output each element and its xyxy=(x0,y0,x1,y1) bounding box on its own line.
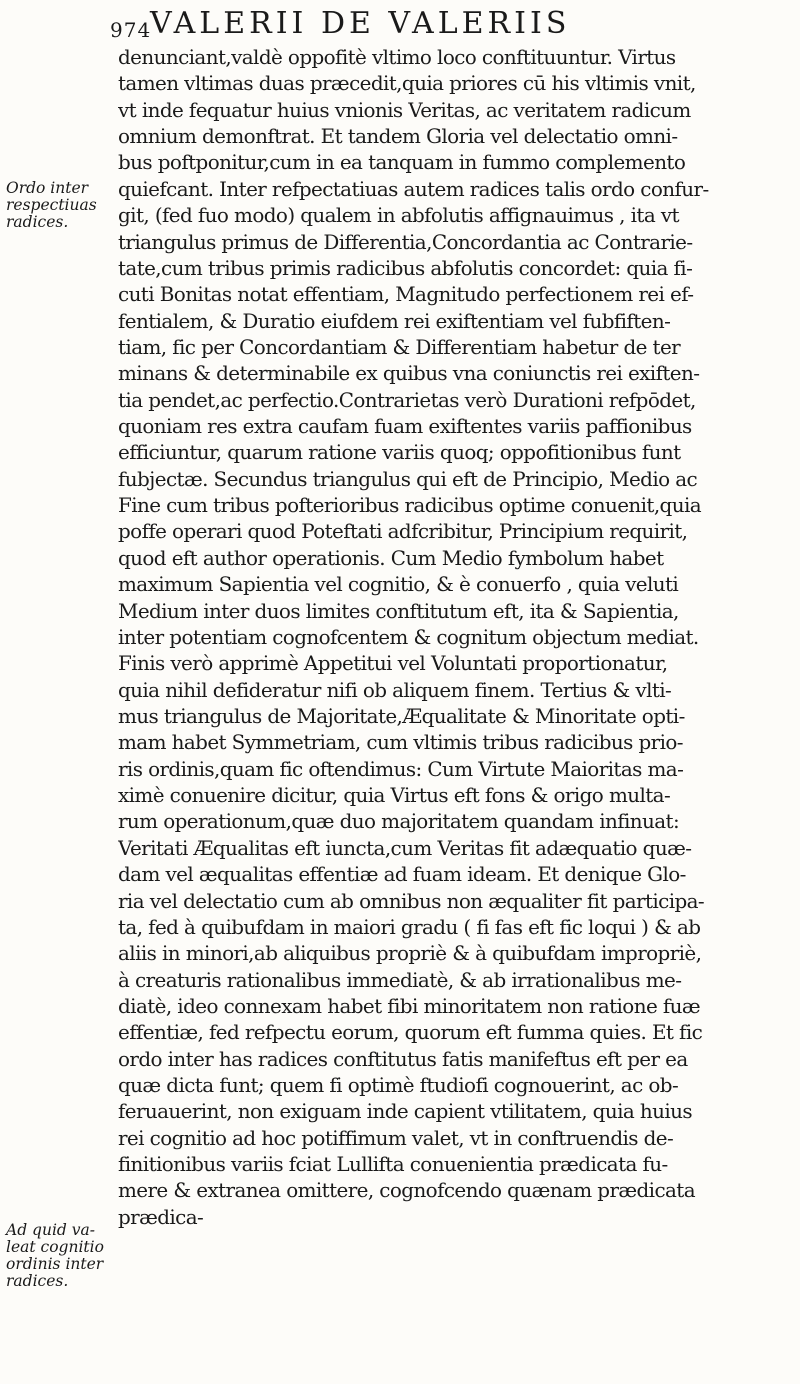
text-line: git, (fed fuo modo) qualem in abfolutis affignauimus , ita vt xyxy=(118,203,679,228)
text-line: quiefcant. Inter refpectatiuas autem radices talis ordo confur- xyxy=(118,176,709,201)
text-line: dam vel æqualitas effentiæ ad fuam ideam. Et denique Glo- xyxy=(118,862,686,887)
text-line: quia nihil defideratur nifi ob aliquem finem. Tertius & vlti- xyxy=(118,677,672,702)
text-line: omnium demonftrat. Et tandem Gloria vel delectatio omni- xyxy=(118,124,678,149)
text-line: tia pendet,ac perfectio.Contrarietas verò Durationi refpōdet, xyxy=(118,387,696,412)
text-line: ta, fed à quibufdam in maiori gradu ( fi fas eft fic loqui ) & ab xyxy=(118,914,701,939)
text-line: Veritati Æqualitas eft iuncta,cum Veritas fit adæquatio quæ- xyxy=(118,835,692,860)
margin-note-line: radices. xyxy=(6,1272,69,1290)
text-line: diatè, ideo connexam habet fibi minoritatem non ratione fuæ xyxy=(118,993,701,1018)
margin-note-line: radices. xyxy=(6,213,69,231)
text-line: bus poftponitur,cum in ea tanquam in fummo complemento xyxy=(118,150,686,175)
text-line: maximum Sapientia vel cognitio, & è conuerfo , quia veluti xyxy=(118,572,679,597)
text-line: efficiuntur, quarum ratione variis quoq; oppofitionibus funt xyxy=(118,440,681,465)
text-line: ordo inter has radices conftitutus fatis manifeftus eft per ea xyxy=(118,1046,688,1071)
margin-note-ad-quid xyxy=(6,1222,116,1290)
margin-note-line: Ad quid va- xyxy=(6,1221,95,1239)
text-line: à creaturis rationalibus immediatè, & ab irrationalibus me- xyxy=(118,967,682,992)
margin-note-line: respectiuas xyxy=(6,196,97,214)
text-line: rei cognitio ad hoc potiffimum valet, vt in conftruendis de- xyxy=(118,1125,674,1150)
text-line: ria vel delectatio cum ab omnibus non æqualiter fit participa- xyxy=(118,888,705,913)
running-head: VALERII DE VALERIIS xyxy=(150,6,571,41)
text-line: minans & determinabile ex quibus vna coniunctis rei exiften- xyxy=(118,361,700,386)
text-line: vt inde fequatur huius vnionis Veritas, ac veritatem radicum xyxy=(118,97,691,122)
text-line: mam habet Symmetriam, cum vltimis tribus radicibus prio- xyxy=(118,730,683,755)
margin-note-line: ordinis inter xyxy=(6,1255,104,1273)
text-line: poffe operari quod Poteftati adfcribitur, Principium requirit, xyxy=(118,519,688,544)
text-line: ximè conuenire dicitur, quia Virtus eft fons & origo multa- xyxy=(118,783,671,808)
text-line: fentialem, & Duratio eiufdem rei exiftentiam vel fubfiften- xyxy=(118,308,671,333)
text-line: mere & extranea omittere, cognofcendo quænam prædicata xyxy=(118,1178,696,1203)
text-line: tate,cum tribus primis radicibus abfolutis concordet: quia fi- xyxy=(118,255,693,280)
margin-note-line: leat cognitio xyxy=(6,1238,104,1256)
text-line: Fine cum tribus pofterioribus radicibus optime conuenit,quia xyxy=(118,493,702,518)
margin-note-line: Ordo inter xyxy=(6,179,89,197)
page-header xyxy=(110,6,790,42)
text-line: rum operationum,quæ duo majoritatem quandam infinuat: xyxy=(118,809,680,834)
text-line: fubjectæ. Secundus triangulus qui eft de Principio, Medio ac xyxy=(118,466,698,491)
text-line: inter potentiam cognofcentem & cognitum objectum mediat. xyxy=(118,624,699,649)
text-line: finitionibus variis fciat Lullifta conuenientia prædicata fu- xyxy=(118,1152,668,1177)
text-line: tiam, fic per Concordantiam & Differentiam habetur de ter xyxy=(118,334,681,359)
text-line: feruauerint, non exiguam inde capient vtilitatem, quia huius xyxy=(118,1099,693,1124)
text-line: tamen vltimas duas præcedit,quia priores cū his vltimis vnit, xyxy=(118,71,696,96)
text-line: quod eft author operationis. Cum Medio fymbolum habet xyxy=(118,545,664,570)
text-line: mus triangulus de Majoritate,Æqualitate & Minoritate opti- xyxy=(118,703,685,728)
text-line: triangulus primus de Differentia,Concordantia ac Contrarie- xyxy=(118,229,693,254)
margin-note-ordo xyxy=(6,180,116,231)
body-text xyxy=(118,44,796,1230)
text-line: quoniam res extra caufam fuam exiftentes variis paffionibus xyxy=(118,414,692,439)
page-number: 974 xyxy=(110,18,152,42)
text-line: cuti Bonitas notat effentiam, Magnitudo perfectionem rei ef- xyxy=(118,282,694,307)
text-line: prædica- xyxy=(118,1204,204,1229)
text-line: aliis in minori,ab aliquibus propriè & à quibufdam impropriè, xyxy=(118,941,702,966)
text-line: denunciant,valdè oppofitè vltimo loco conftituuntur. Virtus xyxy=(118,45,676,69)
text-line: quæ dicta funt; quem fi optimè ftudiofi cognouerint, ac ob- xyxy=(118,1073,679,1098)
text-line: Finis verò apprimè Appetitui vel Voluntati proportionatur, xyxy=(118,651,668,676)
text-line: effentiæ, fed refpectu eorum, quorum eft fumma quies. Et fic xyxy=(118,1020,703,1045)
text-line: ris ordinis,quam fic oftendimus: Cum Virtute Maioritas ma- xyxy=(118,756,684,781)
text-line: Medium inter duos limites conftitutum eft, ita & Sapientia, xyxy=(118,598,679,623)
